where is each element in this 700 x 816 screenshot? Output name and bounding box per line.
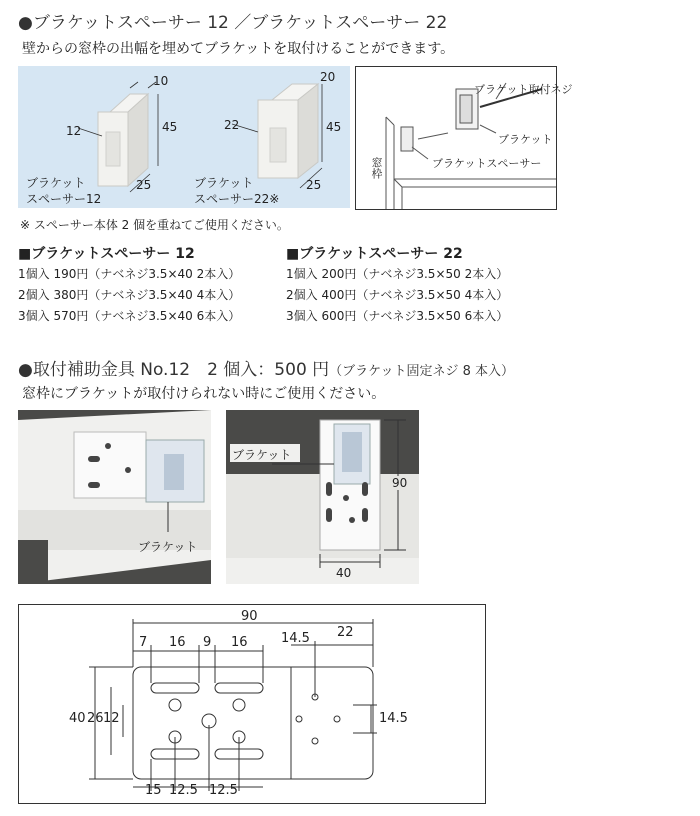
spacer12-dim-left: 12	[66, 124, 82, 138]
drawing-dim-left-2: 26	[87, 711, 104, 726]
section1-title: ●ブラケットスペーサー 12 ／ブラケットスペーサー 22	[18, 13, 448, 33]
section2-title	[18, 355, 514, 380]
mount-photo-2-height-dim: 90	[392, 476, 408, 490]
mount-photo-2-width-dim: 40	[336, 566, 352, 580]
drawing-dim-top-2: 16	[169, 635, 186, 650]
mount-photo-1-bracket-label: ブラケット	[138, 540, 198, 554]
price12-item: 2個入 380円（ナベネジ3.5×40 4本入）	[18, 288, 241, 302]
price22-item: 1個入 200円（ナベネジ3.5×50 2本入）	[286, 267, 509, 281]
spacer12-name-line1: ブラケット	[26, 176, 86, 190]
section2-description: 窓枠にブラケットが取付けられない時にご使用ください。	[22, 386, 386, 402]
mount-photo-2	[226, 410, 419, 584]
spacer-products-panel	[18, 66, 350, 208]
drawing-dim-top-3: 9	[203, 635, 212, 650]
spacer22-name-line2: スペーサー22※	[194, 192, 280, 206]
price22-item: 2個入 400円（ナベネジ3.5×50 4本入）	[286, 288, 509, 302]
spacer22-dim-bottom: 25	[306, 178, 322, 192]
drawing-dim-top-1: 7	[139, 635, 148, 650]
section2-title-main: ●取付補助金具 No.12 2 個入：500 円	[18, 360, 330, 380]
bracket-technical-drawing	[18, 604, 486, 804]
mount-photo-1	[18, 410, 211, 584]
spacer12-name-line2: スペーサー12	[26, 192, 102, 206]
drawing-dim-bottom-2: 12.5	[169, 783, 198, 798]
installation-illustration	[355, 66, 573, 210]
spacer-usage-note: ※ スペーサー本体 2 個を重ねてご使用ください。	[20, 218, 289, 232]
price12-heading: ■ブラケットスペーサー 12	[18, 246, 195, 262]
spacer22-dim-top: 20	[320, 70, 336, 84]
spacer12-block	[98, 94, 148, 186]
section2-title-note: （ブラケット固定ネジ 8 本入）	[329, 364, 515, 379]
drawing-dim-right-side: 14.5	[379, 711, 408, 726]
drawing-dim-right-top-1: 14.5	[281, 631, 310, 646]
install-label-bracket: ブラケット	[498, 133, 553, 146]
install-label-frame: 窓枠	[370, 157, 383, 179]
install-label-screw: ブラケット取付ネジ	[474, 83, 573, 96]
spacer22-block	[258, 84, 318, 178]
drawing-dim-left-3: 12	[103, 711, 120, 726]
install-label-spacer: ブラケットスペーサー	[432, 157, 542, 170]
spacer12-dim-top: 10	[153, 74, 169, 88]
drawing-dim-right-top-2: 22	[337, 625, 354, 640]
section1-description: 壁からの窓枠の出幅を埋めてブラケットを取付けることができます。	[22, 41, 455, 57]
spacer22-dim-height: 45	[326, 120, 342, 134]
drawing-total-width: 90	[241, 609, 258, 624]
drawing-dim-bottom-1: 15	[145, 783, 162, 798]
spacer22-name-line1: ブラケット	[194, 176, 254, 190]
spacer22-dim-left: 22	[224, 118, 240, 132]
price12-item: 1個入 190円（ナベネジ3.5×40 2本入）	[18, 267, 241, 281]
price12-list	[18, 264, 240, 327]
drawing-dim-top-4: 16	[231, 635, 248, 650]
spacer12-dim-height: 45	[162, 120, 178, 134]
price12-item: 3個入 570円（ナベネジ3.5×40 6本入）	[18, 309, 241, 323]
spacer12-dim-bottom: 25	[136, 178, 152, 192]
drawing-dim-left-1: 40	[69, 711, 86, 726]
price22-heading: ■ブラケットスペーサー 22	[286, 246, 463, 262]
drawing-dim-bottom-3: 12.5	[209, 783, 238, 798]
price22-list	[286, 264, 508, 327]
price22-item: 3個入 600円（ナベネジ3.5×50 6本入）	[286, 309, 509, 323]
technical-drawing-lines	[19, 605, 485, 803]
mount-photo-2-bracket-label: ブラケット	[232, 448, 292, 462]
